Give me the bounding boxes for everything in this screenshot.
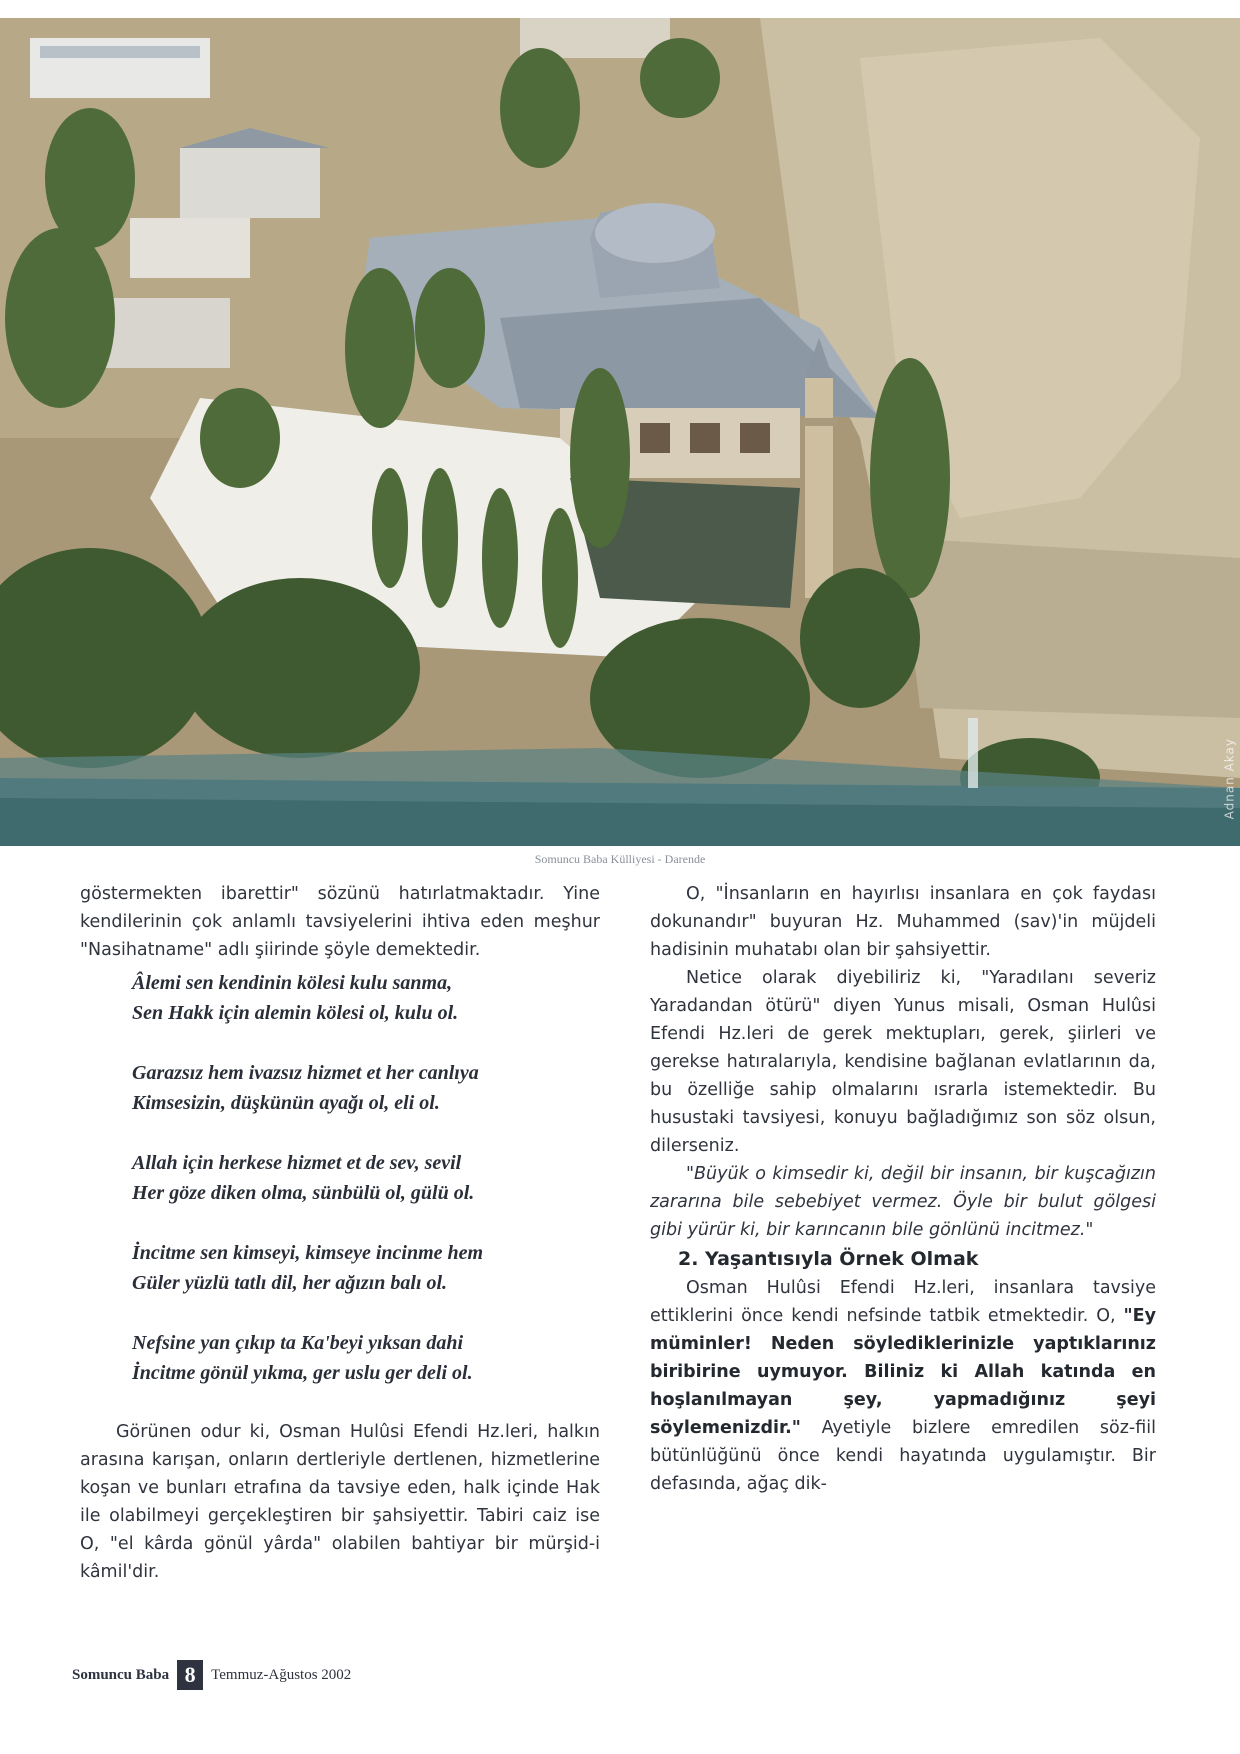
poem-line: İncitme sen kimseyi, kimseye incinme hem xyxy=(132,1242,484,1264)
page-footer xyxy=(72,1660,351,1690)
paragraph-text: Osman Hulûsi Efendi Hz.leri, insanlara tavsiye ettiklerini önce kendi nefsinde tatbik etmektedir. O, xyxy=(650,1278,1156,1326)
photo-caption: Somuncu Baba Külliyesi - Darende xyxy=(534,852,706,866)
page-number: 8 xyxy=(177,1660,203,1690)
poem-line: Güler yüzlü tatlı dil, her ağızın balı ol. xyxy=(132,1272,448,1294)
issue-date: Temmuz-Ağustos 2002 xyxy=(211,1666,352,1683)
mosque-photo-illustration xyxy=(0,18,1240,846)
right-paragraph-2: Netice olarak diyebiliriz ki, "Yaradılanı severiz Yaradandan ötürü" diyen Yunus misali, Osman Hulûsi Efendi Hz.leri de gerek mektupları, gerek, şiirleri ve gerekse hatıralarıyla, kendisine bağlanan evlatlarının da, bu özelliğe sahip olmalarını ısrarla istemektedir. Bu husustaki tavsiyesi, konuyu bağladığımız son söz olsun, dilerseniz. xyxy=(650,968,1156,1156)
poem-stanza xyxy=(132,1328,600,1388)
poem-line: İncitme gönül yıkma, ger uslu ger deli ol. xyxy=(132,1362,473,1384)
poem-line: Allah için herkese hizmet et de sev, sevil xyxy=(132,1152,462,1174)
magazine-name: Somuncu Baba xyxy=(72,1666,170,1683)
left-column xyxy=(80,880,600,1586)
poem-stanza xyxy=(132,1058,600,1118)
right-paragraph-3 xyxy=(650,1274,1156,1498)
poem-stanza xyxy=(132,1148,600,1208)
left-paragraph-1: göstermekten ibarettir" sözünü hatırlatmaktadır. Yine kendilerinin çok anlamlı tavsiyelerini ihtiva eden meşhur "Nasihatname" adlı şiirinde şöyle demektedir. xyxy=(80,884,600,960)
poem-line: Her göze diken olma, sünbülü ol, gülü ol. xyxy=(132,1182,475,1204)
article-photo xyxy=(0,18,1240,846)
section-heading: 2. Yaşantısıyla Örnek Olmak xyxy=(678,1248,979,1270)
poem-line: Sen Hakk için alemin kölesi ol, kulu ol. xyxy=(132,1002,459,1024)
right-column xyxy=(650,880,1156,1498)
left-paragraph-2: Görünen odur ki, Osman Hulûsi Efendi Hz.leri, halkın arasına karışan, onların dertleriyle dertlenen, hizmetlerine koşan ve bunları etrafına da tavsiye eden, halk içinde Hak ile olabilmeyi gerçekleştiren bir şahsiyettir. Tabiri caiz ise O, "el kârda gönül yârda" olabilen bahtiyar bir mürşid-i kâmil'dir. xyxy=(80,1422,600,1582)
photo-credit: Adnan Akay xyxy=(1222,738,1236,820)
poem-line: Âlemi sen kendinin kölesi kulu sanma, xyxy=(132,972,453,994)
poem-stanza xyxy=(132,1238,600,1298)
ayet-quote: "Ey müminler! Neden söylediklerinizle yaptıklarınız biribirine uymuyor. Biliniz ki Allah katında en hoşlanılmayan şey, yapmadığınız şeyi söylemenizdir." xyxy=(650,1306,1156,1438)
nasihatname-poem xyxy=(132,968,600,1388)
paragraph-text: Ayetiyle bizlere emredilen söz-fiil bütünlüğünü önce kendi hayatında uygulamıştır. Bir defasında, ağaç dik- xyxy=(650,1418,1156,1494)
poem-line: Garazsız hem ivazsız hizmet et her canlıya xyxy=(132,1062,479,1084)
right-quote: "Büyük o kimsedir ki, değil bir insanın, bir kuşcağızın zararına bile sebebiyet vermez. Öyle bir bulut gölgesi gibi yürür ki, bir karıncanın bile gönlünü incitmez." xyxy=(650,1164,1156,1240)
poem-line: Kimsesizin, düşkünün ayağı ol, eli ol. xyxy=(132,1092,440,1114)
poem-stanza xyxy=(132,968,600,1028)
poem-line: Nefsine yan çıkıp ta Ka'beyi yıksan dahi xyxy=(132,1332,464,1354)
right-paragraph-1: O, "İnsanların en hayırlısı insanlara en çok faydası dokunandır" buyuran Hz. Muhammed (sav)'in müjdeli hadisinin muhatabı olan bir şahsiyettir. xyxy=(650,884,1156,960)
